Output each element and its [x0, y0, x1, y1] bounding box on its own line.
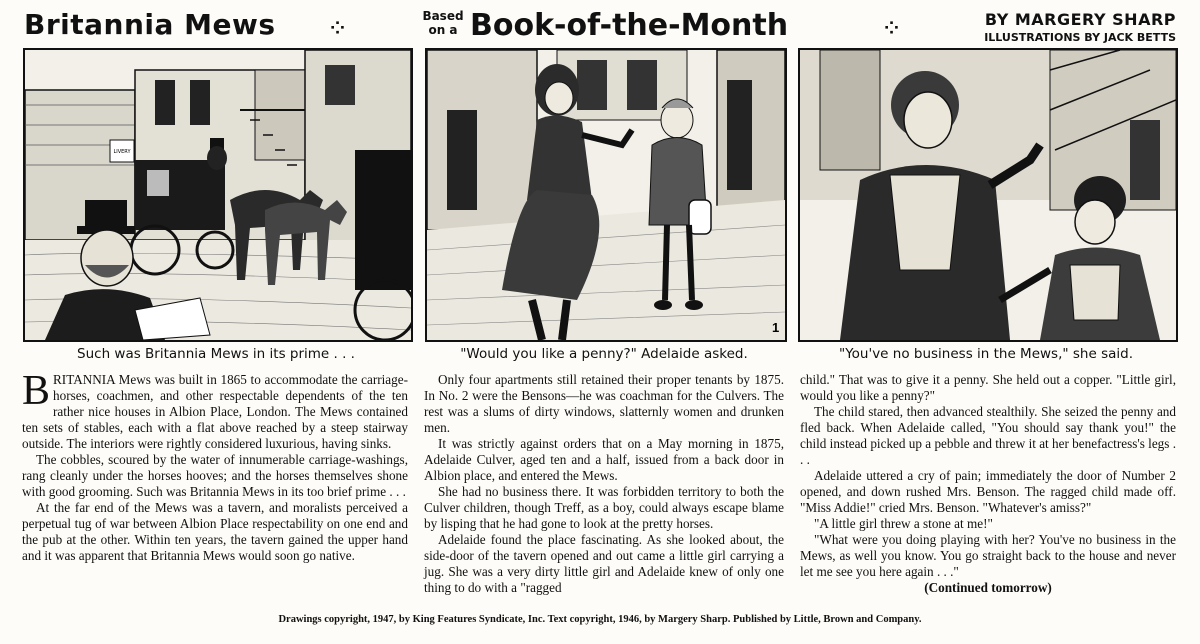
comic-panel-1 — [23, 48, 413, 342]
strip-title: Britannia Mews — [24, 8, 276, 41]
illustrator-credit: ILLUSTRATIONS BY JACK BETTS — [984, 31, 1176, 44]
paragraph — [22, 368, 408, 452]
panel-2-caption: "Would you like a penny?" Adelaide asked. — [460, 346, 748, 362]
paragraph-text: RITANNIA Mews was built in 1865 to accommodate the carriage-horses, coachmen, and other respectable dependents of the ten rather nice houses in Albion Place, London. The Mews contained ten sets of stables, each with a flat above reached by a steep stairway outside. The interiors were rightly considered luxurious, having sinks. — [22, 372, 408, 451]
ornament-icon: ⁘ — [330, 18, 346, 39]
illustration-adelaide-offers-penny — [427, 50, 785, 340]
illustration-mrs-benson-scolds — [800, 50, 1176, 340]
paragraph: At the far end of the Mews was a tavern, and moralists perceived a perpetual tug of war between Albion Place respectability on one end and the pub at the other. Within ten years, the tavern gained the upper hand and it was apparent that Britannia Mews would soon go native. — [22, 500, 408, 563]
paragraph: "What were you doing playing with her? You've no business in the Mews, as well you know. You go straight back to the house and never let me see you here again . . ." — [800, 532, 1176, 579]
text-column-3 — [800, 372, 1176, 596]
paragraph: child." That was to give it a penny. She held out a copper. "Little girl, would you like a penny?" — [800, 372, 1176, 403]
byline — [984, 10, 1176, 44]
paragraph: It was strictly against orders that on a May morning in 1875, Adelaide Culver, aged ten and a half, issued from a back door in Albion place, and entered the Mews. — [424, 436, 784, 483]
text-column-2 — [424, 372, 784, 596]
continued-notice: (Continued tomorrow) — [924, 580, 1052, 595]
paragraph: Only four apartments still retained their proper tenants by 1875. In No. 2 were the Bensons—he was coachman for the Culvers. The rest was a slums of dirty windows, slatternly women and drunken men. — [424, 372, 784, 435]
illustration-mews-carriage — [25, 50, 411, 340]
comic-panel-3 — [798, 48, 1178, 342]
text-column-1 — [22, 368, 408, 564]
panel-3-caption: "You've no business in the Mews," she said. — [839, 346, 1133, 362]
livery-sign: LIVERY — [113, 149, 131, 155]
drop-cap: B — [22, 368, 51, 414]
book-of-the-month-title: Book-of-the-Month — [470, 8, 789, 43]
comic-panel-2 — [425, 48, 787, 342]
paragraph: "A little girl threw a stone at me!" — [814, 516, 993, 531]
based-on-label: Based on a — [422, 9, 464, 37]
strip-header — [0, 0, 1200, 48]
panel-1-caption: Such was Britannia Mews in its prime . . . — [77, 346, 355, 362]
paragraph: Adelaide uttered a cry of pain; immediately the door of Number 2 opened, and down rushed Mrs. Benson. The ragged child made off. "Miss Addie!" cried Mrs. Benson. "Whatever's amiss?" — [800, 468, 1176, 515]
paragraph: Adelaide found the place fascinating. As she looked about, the side-door of the tavern opened and out came a little girl carrying a jug. She was a very dirty little girl and Adelaide knew of only one thing to do with a "ragged — [424, 532, 784, 595]
author-credit: BY MARGERY SHARP — [984, 10, 1176, 29]
panel-number: 1 — [772, 320, 780, 335]
ornament-icon: ⁘ — [884, 18, 900, 39]
copyright-footer: Drawings copyright, 1947, by King Features Syndicate, Inc. Text copyright, 1946, by Margery Sharp. Published by Little, Brown and Company. — [278, 614, 922, 625]
paragraph: The child stared, then advanced stealthily. She seized the penny and fled back. When Adelaide called, "You should say thank you!" the child instead picked up a pebble and threw it at her benefactress's legs . . . — [800, 404, 1176, 467]
paragraph: The cobbles, scoured by the water of innumerable carriage-washings, rang cleanly under the horses hooves; and the horses themselves shone with good grooming. Such was Britannia Mews in its too brief prime . . . — [22, 452, 408, 499]
paragraph: She had no business there. It was forbidden territory to both the Culver children, though Treff, as a boy, could always escape blame by lisping that he had gone to look at the pretty horses. — [424, 484, 784, 531]
